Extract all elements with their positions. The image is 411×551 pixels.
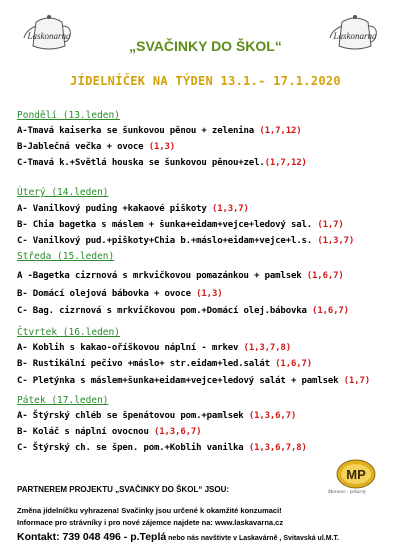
logo-left-text: Laskonarna	[27, 31, 71, 41]
menu-item: C- Štýrský ch. se špen. pom.+Koblih vanilka (1,3,6,7,8)	[17, 443, 307, 453]
menu-item: C-Tmavá k.+Světlá houska se šunkovou pěnou+zel.(1,7,12)	[17, 158, 307, 168]
menu-item: B- Domácí olejová bábovka + ovoce (1,3)	[17, 289, 223, 299]
menu-item: C- Vanilkový pud.+piškoty+Chia b.+máslo+eidam+vejce+l.s. (1,3,7)	[17, 236, 355, 246]
menu-item: C- Pletýnka s máslem+šunka+eidam+vejce+ledový salát + pamlsek (1,7)	[17, 376, 370, 386]
page-subtitle: JÍDELNÍČEK NA TÝDEN 13.1.- 17.1.2020	[70, 74, 341, 88]
menu-item: A -Bagetka cizrnová s mrkvičkovou pomazánkou + pamlsek (1,6,7)	[17, 271, 344, 281]
contact-prefix: Kontakt:	[17, 531, 63, 543]
partner-logo	[336, 459, 376, 489]
day-heading-monday: Pondělí (13.leden)	[17, 110, 120, 121]
menu-item: B- Chia bagetka s máslem + šunka+eidam+vejce+ledový sal. (1,7)	[17, 220, 344, 230]
menu-item: B- Rustikální pečivo +máslo+ str.eidam+led.salát (1,6,7)	[17, 359, 313, 369]
menu-item: A-Tmavá kaiserka se šunkovou pěnou + zelenina (1,7,12)	[17, 126, 302, 136]
logo-right-text: Laskonarna	[333, 31, 377, 41]
contact-line	[17, 531, 339, 543]
page-title: „SVAČINKY DO ŠKOL“	[129, 38, 282, 54]
day-heading-thursday: Čtvrtek (16.leden)	[17, 327, 120, 338]
partner-label: PARTNEREM PROJEKTU „SVAČINKY DO ŠKOL“ JSOU:	[17, 485, 230, 494]
day-heading-friday: Pátek (17.leden)	[17, 395, 109, 406]
contact-rest: nebo nás navštivte v Laskavárně , Svitavská ul.M.T.	[166, 535, 339, 542]
menu-item: B- Koláč s náplní ovocnou (1,3,6,7)	[17, 427, 202, 437]
partner-logo-caption: Moravec - pekárny	[328, 490, 367, 495]
day-heading-wednesday: Středa (15.leden)	[17, 251, 115, 262]
menu-item: A- Koblih s kakao-oříškovou náplní - mrkev (1,3,7,8)	[17, 343, 291, 353]
day-heading-tuesday: Úterý (14.leden)	[17, 187, 109, 198]
contact-phone: 739 048 496 - p.Teplá	[62, 531, 167, 543]
info-text: Informace pro strávníky i pro nové zájemce najdete na: www.laskavarna.cz	[17, 518, 284, 527]
partner-logo-text: MP	[346, 467, 366, 482]
menu-item: C- Bag. cizrnová s mrkvičkovou pom.+Domácí olej.bábovka (1,6,7)	[17, 306, 349, 316]
menu-item: B-Jablečná večka + ovoce (1,3)	[17, 142, 176, 152]
menu-item: A- Vanilkový puding +kakaové piškoty (1,3,7)	[17, 204, 249, 214]
notice-text: Změna jídelníčku vyhrazena! Svačinky jsou určené k okamžité konzumaci!	[17, 506, 282, 515]
menu-item: A- Štýrský chléb se špenátovou pom.+pamlsek (1,3,6,7)	[17, 411, 297, 421]
